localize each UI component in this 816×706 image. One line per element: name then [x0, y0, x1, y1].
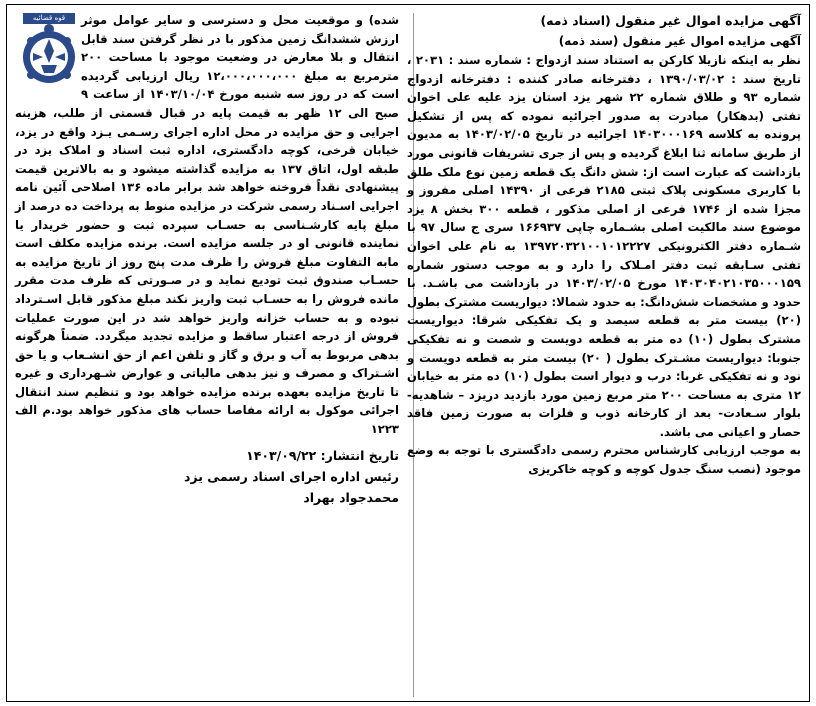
- notice-body-part-3: شده) و موقعیت محل و دسترسی و سایر عوامل موثر ارزش ششدانگ زمین مذکور با در نظر گرفتن سند قابل انتقال و بلا معارض در وضعیت موجود با مساحت ۲۰۰ مترمربع به مبلغ ۱۲،۰۰۰،۰۰۰،۰۰۰ ریال ارزیابی گردیده است که در روز سه شنبه مورخ ۱۴۰۳/۱۰/۰۴ از ساعت ۹ صبح الی ۱۲ ظهر به قیمت پایه در قبال قسمتی از طلب، هزینه اجرایی و حق مزایده در محل اداره اجرای رسـمی یـزد واقع در یزد، خیابان قرخی، کوچه دادگستری، اداره ثبت اسناد و املاک یزد در طبقه اول، اتاق ۱۳۷ به مزایده گذاشته میشود و به بالاترین قیمت پیشنهادی نقداً فروخته خواهد شد برابر ماده ۱۳۶ اصلاحی آئین نامه اجرایی اسـناد رسمی شرکت در مزایده منوط به پرداخت ده درصد از مبلغ پایه کارشـناسی به حسـاب سپرده ثبت و حضور خریدار یا نماینده قانونی او در جلسه مزایده است. برنده مزایده مکلف است مابه التفاوت مبلغ فروش را ظرف مدت پنج روز از تاریخ مزایده به حسـاب صندوق ثبت تودیع نماید و در صـورتی که ظرف مدت مقرر مانده فروش را به حسـاب ثبت واریز نکند مبلغ مذکور قابل اسـترداد نبوده و به حساب خزانه واریز خواهد شد در این صورت عملیات فروش از درجه اعتبار ساقط و مزایده تجدید میگردد. ضمناً هرگونه بدهی مربوط به آب و برق و گاز و تلفن اعم از حق انشـعاب و یا حق اشـتراک و مصرف و نیز بدهی مالیاتی و عوارض شـهرداری و غیره تا تاریخ مزایده بعهده برنده مزایده خواهد بود و تنظیم سند انتقال اجرائی موکول به ارائه مفاصا حساب های مذکور خواهد بود.م الف ۱۲۲۳: [15, 13, 399, 437]
- right-column: [407, 11, 801, 479]
- left-column: [15, 11, 399, 508]
- notice-body-part-2: به موجب ارزیابی کارشناس محترم رسمی دادگستری با توجه به وضع موجود (نصب سنگ جدول کوچه و کوچه خاکریزی: [407, 443, 801, 477]
- notice-body-part-1: نظر به اینکه نازیلا کارکن به استناد سند ازدواج : شماره سند : ۲۰۳۱ ، تاریخ سند : ۱۳۹۰/۰۳/۰۲ ، دفترخانه صادر کننده : دفترخانه ازدواج شماره ۹۳ و طلاق شماره ۲۲ شهر یزد استان یزد علیه علی اخوان تفتی (بدهکار) مبادرت به صدور اجرائیه نموده که پس از تشکیل پرونده به کلاسه ۱۴۰۳۰۰۰۱۶۹ اجرائیه در تاریخ ۱۴۰۳/۰۲/۰۵ به مدیون از طریق سامانه ثنا ابلاغ گردیده و پس از جری تشریفات قانونی مورد بازداشت که عبارت است از: شش دانگ یک قطعه زمین نوع ملک طلق با کاربری مسکونی پلاک ثبتی ۲۱۸۵ فرعی از ۱۴۳۹۰ اصلی مفروز و مجزا شده از ۱۷۴۶ فرعی از اصلی مذکور ، قطعه ۳۰۰ بخش ۸ یزد موضوع سند مالکیت اصلی بشـماره چاپی ۱۶۶۹۳۷ سری ج سال ۹۷ با شـماره دفتر الکترونیکی ۱۳۹۷۲۰۳۲۱۰۰۱۰۱۲۲۲۷ به نام علی اخوان تفتی سـابقه ثبت دفتر امـلاک را دارد و به موجب دستور شماره ۱۴۰۳۰۴۰۲۱۰۳۵۰۰۰۱۵۹ مورخ ۱۴۰۳/۰۲/۰۵ در بازداشت می باشـد. با حدود و مشخصات شش‌دانگ: به حدود شمالا: دیواریست مشترک بطول (۲۰) بیست متر به قطعه سیصد و یک تفکیکی شرقا: دیواریست مشترک بطول (۱۰) ده متر به قطعه دویست و شصت و نه تفکیکی جنوبا: دیواریست مشـترک بطول ( ۲۰) بیست متر به قطعه دویست و نود و نه تفکیکی غربا: درب و دیوار است بطول (۱۰) ده متر به خیابان ۱۲ متری به مساحت ۲۰۰ متر مربع زمین مورد بازدید دریزد – شاهدیه- بلوار سـعادت- بعد از کارخانه ذوب و فلزات به صورت زمین فاقد حصار و اعیانی می باشد.: [407, 53, 802, 439]
- signatory-name: محمدجواد بهراد: [303, 489, 399, 505]
- publish-date: تاریخ انتشار: ۱۴۰۳/۰۹/۲۲: [246, 447, 399, 463]
- notice-frame: [6, 4, 810, 702]
- logo-label: قوه قضائیه: [23, 13, 75, 24]
- notice-title: آگهی مزایده اموال غیر منقول (اسناد ذمه): [540, 13, 801, 28]
- signatory-title: رئیس اداره اجرای اسناد رسمی یزد: [184, 468, 399, 484]
- notice-subtitle: آگهی مزایده اموال غیر منقول (سند ذمه): [558, 34, 801, 48]
